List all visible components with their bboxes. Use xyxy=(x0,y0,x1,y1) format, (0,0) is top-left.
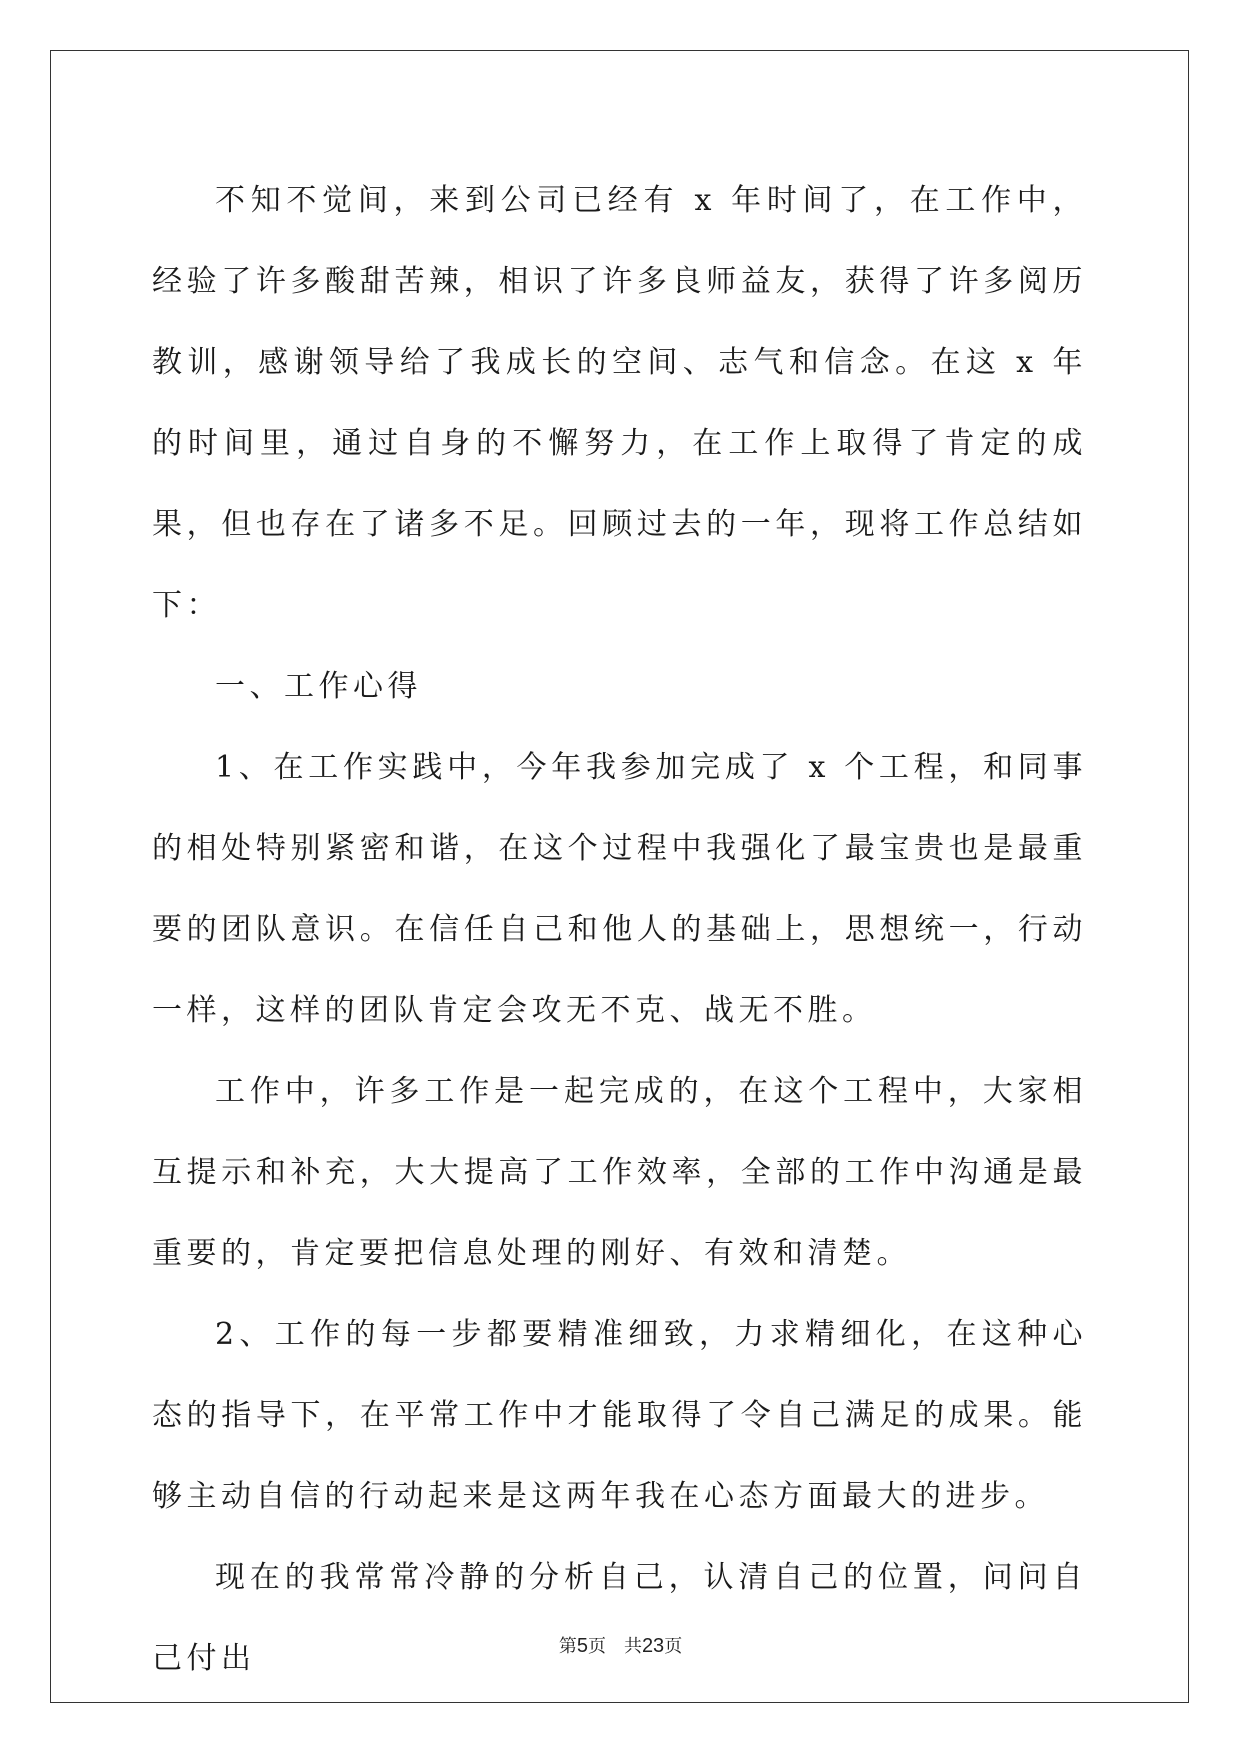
paragraph-teamwork: 工作中，许多工作是一起完成的，在这个工程中，大家相互提示和补充，大大提高了工作效率，全部的工作中沟通是最重要的，肯定要把信息处理的刚好、有效和清楚。 xyxy=(152,1074,1087,1271)
page-unit: 页 xyxy=(587,1636,606,1657)
section-heading-work-experience: 一、工作心得 xyxy=(215,669,422,704)
document-body xyxy=(152,160,1087,1699)
total-pages: 23 xyxy=(641,1635,665,1657)
total-unit: 页 xyxy=(664,1636,683,1657)
paragraph-self-analysis: 现在的我常常冷静的分析自己，认清自己的位置，问问自己付出 xyxy=(152,1560,1087,1676)
page-number: 5 xyxy=(576,1635,588,1657)
paragraph-intro: 不知不觉间，来到公司已经有 x 年时间了，在工作中，经验了许多酸甜苦辣，相识了许多良师益友，获得了许多阅历教训，感谢领导给了我成长的空间、志气和信念。在这 x 年的时间里，通过自身的不懈努力，在工作上取得了肯定的成果，但也存在了诸多不足。回顾过去的一年，现将工作总结如下： xyxy=(152,183,1087,623)
page-footer xyxy=(0,1632,1241,1658)
paragraph-item-2: 2、工作的每一步都要精准细致，力求精细化，在这种心态的指导下，在平常工作中才能取得了令自己满足的成果。能够主动自信的行动起来是这两年我在心态方面最大的进步。 xyxy=(152,1317,1087,1514)
page-prefix: 第 xyxy=(558,1636,577,1657)
paragraph-item-1: 1、在工作实践中，今年我参加完成了 x 个工程，和同事的相处特别紧密和谐，在这个过程中我强化了最宝贵也是最重要的团队意识。在信任自己和他人的基础上，思想统一，行动一样，这样的团队肯定会攻无不克、战无不胜。 xyxy=(152,750,1087,1028)
total-prefix: 共 xyxy=(623,1636,642,1657)
